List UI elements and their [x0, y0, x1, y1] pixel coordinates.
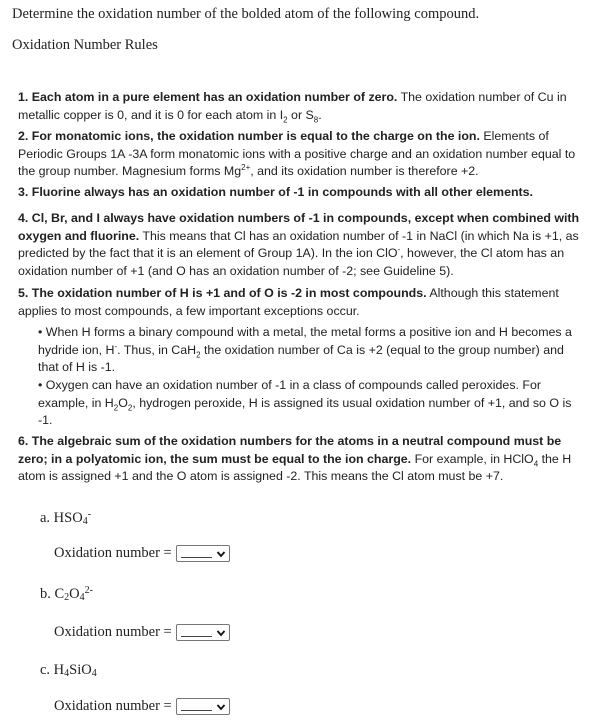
question-b-sub2: 4: [79, 592, 85, 603]
rule-4-bold: 4. Cl, Br, and I always have oxidation numbers of -1 in compounds, except when combined with oxygen and fluorine.: [18, 211, 580, 243]
rule-2: [18, 128, 584, 181]
question-a-sup: -: [87, 509, 92, 520]
question-b-answer-row: [54, 624, 230, 641]
question-c-label: [40, 662, 97, 679]
rule-6-bold: 6. The algebraic sum of the oxidation numbers for the atoms in a neutral compound must be zero; in a polyatomic ion, the sum must be equal to the ion charge.: [18, 434, 562, 466]
question-a-sub: 4: [82, 516, 88, 527]
question-b-sup: 2-: [84, 585, 93, 596]
rule-4-sup: -: [397, 245, 401, 255]
question-text: Determine the oxidation number of the bolded atom of the following compound.: [12, 6, 480, 22]
rule-6-text: For example, in HClO: [411, 451, 534, 466]
select-placeholder-dash: [181, 557, 212, 558]
bullet-1-sub: 2: [196, 350, 201, 360]
question-a-oxidation-select[interactable]: [176, 545, 230, 562]
question-c-sub2: 4: [91, 668, 97, 679]
question-c-answer-row: [54, 698, 230, 715]
chevron-down-icon: [216, 549, 226, 559]
question-c-sub: 4: [64, 668, 70, 679]
bullet-2-text-b: O: [118, 395, 128, 410]
question-c-mid: SiO: [69, 662, 92, 678]
rule-1-text-b: or S: [287, 107, 314, 122]
question-c-formula: c. H: [40, 662, 65, 678]
rule-2-text-b: , and its oxidation number is therefore +2.: [250, 164, 479, 179]
rule-4: [18, 210, 584, 280]
select-placeholder-dash: [181, 710, 212, 711]
rule-1: [18, 89, 584, 124]
question-a-answer-label: Oxidation number =: [54, 545, 172, 561]
bullet-1-text-c: the oxidation number of Ca is +2 (equal to the group number) and that of H is -1.: [38, 342, 564, 375]
rule-6-text-b: the H atom is assigned +1 and the O atom is assigned -2. This means the Cl atom must be +7.: [18, 451, 572, 484]
rule-4-text-b: , however, the Cl atom has an oxidation number of +1 (and O has an oxidation number of -2; see Guideline 5).: [18, 246, 565, 278]
question-c-answer-label: Oxidation number =: [54, 698, 172, 714]
rules-heading: Oxidation Number Rules: [12, 37, 158, 53]
question-b-mid: O: [69, 586, 80, 602]
bullet-1-text: • When H forms a binary compound with a metal, the metal forms a positive ion and H becomes a hydride ion, H: [38, 325, 572, 357]
question-a-label: [40, 510, 91, 527]
question-b-formula: b. C: [40, 586, 65, 602]
rule-6: [18, 433, 584, 486]
question-b-answer-label: Oxidation number =: [54, 624, 172, 640]
rule-2-text: Elements of Periodic Groups 1A -3A form monatomic ions with a positive charge and an oxidation number equal to the group number. Magnesium forms Mg: [18, 129, 576, 179]
rule-2-sup: 2+: [241, 163, 251, 173]
rule-5-bold: 5. The oxidation number of H is +1 and of O is -2 in most compounds.: [18, 286, 427, 300]
question-b-label: [40, 586, 93, 603]
rule-2-bold: 2. For monatomic ions, the oxidation number is equal to the charge on the ion.: [18, 129, 480, 143]
chevron-down-icon: [216, 628, 226, 638]
rule-1-text: The oxidation number of Cu in metallic copper is 0, and it is 0 for each atom in I: [18, 90, 567, 122]
question-a-answer-row: [54, 545, 230, 562]
question-c-oxidation-select[interactable]: [176, 698, 230, 715]
bullet-1-sup: -: [114, 341, 118, 351]
rule-1-sub-b: 8: [313, 115, 319, 125]
bullet-2-text: • Oxygen can have an oxidation number of -1 in a class of compounds called peroxides. For example, in H: [38, 378, 541, 410]
select-placeholder-dash: [181, 636, 212, 637]
rule-1-text-c: .: [318, 107, 322, 122]
question-b-sub: 2: [64, 592, 70, 603]
rule-5-bullet-peroxide: [38, 377, 586, 430]
rule-5: [18, 285, 584, 320]
rule-3: [18, 184, 584, 202]
bullet-2-text-c: , hydrogen peroxide, H is assigned its usual oxidation number of +1, and so O is -1.: [38, 395, 572, 428]
bullet-2-sub-a: 2: [113, 403, 119, 413]
rule-4-text: This means that Cl has an oxidation number of -1 in NaCl (in which Na is +1, as predicted by the fact that it is an element of Group 1A). In the ion ClO: [18, 228, 579, 261]
chevron-down-icon: [216, 702, 226, 712]
rule-5-bullet-hydride: [38, 324, 586, 377]
rule-6-sub: 4: [533, 459, 539, 469]
rule-5-text: Although this statement applies to most compounds, a few important exceptions occur.: [18, 286, 559, 318]
bullet-2-sub-b: 2: [127, 403, 133, 413]
rule-1-sub-a: 2: [283, 115, 288, 125]
question-a-formula: a. HSO: [40, 510, 83, 526]
rule-1-bold: 1. Each atom in a pure element has an oxidation number of zero.: [18, 90, 398, 104]
question-b-oxidation-select[interactable]: [176, 624, 230, 641]
rule-3-bold: 3. Fluorine always has an oxidation number of -1 in compounds with all other elements.: [18, 185, 533, 199]
bullet-1-text-b: . Thus, in CaH: [117, 342, 197, 357]
